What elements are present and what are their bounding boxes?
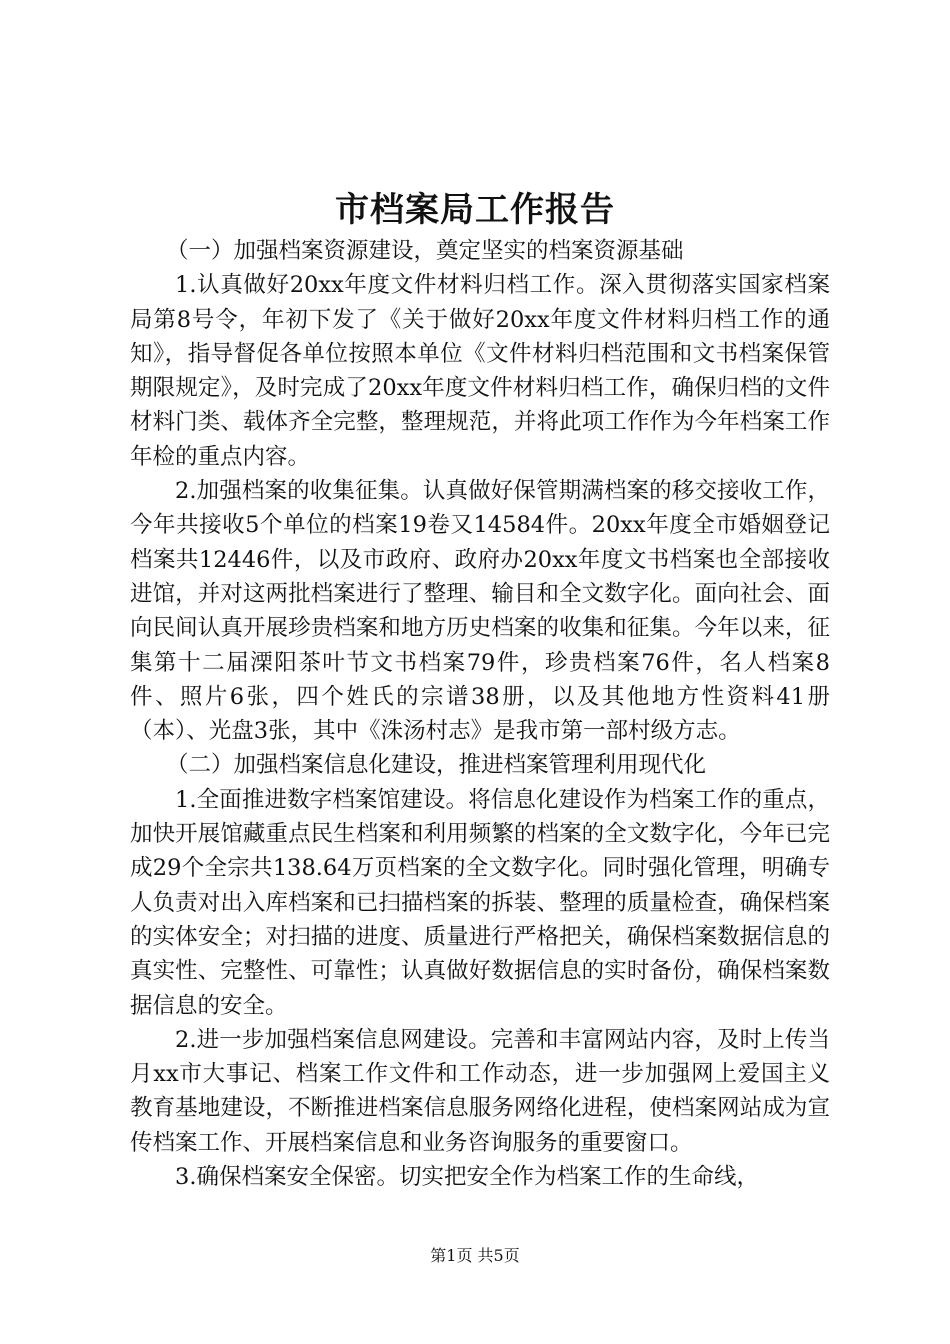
paragraph: 2.进一步加强档案信息网建设。完善和丰富网站内容，及时上传当月xx市大事记、档案工作文件和工作动态，进一步加强网上爱国主义教育基地建设，不断推进档案信息服务网络化进程，使档案网站成为宣传档案工作、开展档案信息和业务咨询服务的重要窗口。 — [130, 1026, 830, 1156]
document-body — [130, 234, 830, 1194]
section-heading-1: （一）加强档案资源建设，奠定坚实的档案资源基础 — [166, 238, 684, 264]
paragraph: 1.全面推进数字档案馆建设。将信息化建设作为档案工作的重点，加快开展馆藏重点民生档案和利用频繁的档案的全文数字化，今年已完成29个全宗共138.64万页档案的全文数字化。同时强化管理，明确专人负责对出入库档案和已扫描档案的拆装、整理的质量检查，确保档案的实体安全；对扫描的进度、质量进行严格把关，确保档案数据信息的真实性、完整性、可靠性；认真做好数据信息的实时备份，确保档案数据信息的安全。 — [130, 786, 830, 1019]
paragraph: 3.确保档案安全保密。切实把安全作为档案工作的生命线， — [175, 1164, 759, 1191]
document-title: 市档案局工作报告 — [335, 190, 615, 230]
page-footer: 第1页 共5页 — [430, 1246, 520, 1265]
section-heading-2: （二）加强档案信息化建设，推进档案管理利用现代化 — [166, 752, 707, 779]
paragraph: 1.认真做好20xx年度文件材料归档工作。深入贯彻落实国家档案局第8号令，年初下发了《关于做好20xx年度文件材料归档工作的通知》，指导督促各单位按照本单位《文件材料归档范围和文书档案保管期限规定》，及时完成了20xx年度文件材料归档工作，确保归档的文件材料门类、载体齐全完整，整理规范，并将此项工作作为今年档案工作年检的重点内容。 — [130, 272, 830, 470]
paragraph: 2.加强档案的收集征集。认真做好保管期满档案的移交接收工作，今年共接收5个单位的档案19卷又14584件。20xx年度全市婚姻登记档案共12446件，以及市政府、政府办20xx年度文书档案也全部接收进馆，并对这两批档案进行了整理、输目和全文数字化。面向社会、面向民间认真开展珍贵档案和地方历史档案的收集和征集。今年以来，征集第十二届溧阳茶叶节文书档案79件，珍贵档案76件，名人档案8件、照片6张，四个姓氏的宗谱38册，以及其他地方性资料41册（本）、光盘3张，其中《洙汤村志》是我市第一部村级方志。 — [130, 478, 830, 745]
